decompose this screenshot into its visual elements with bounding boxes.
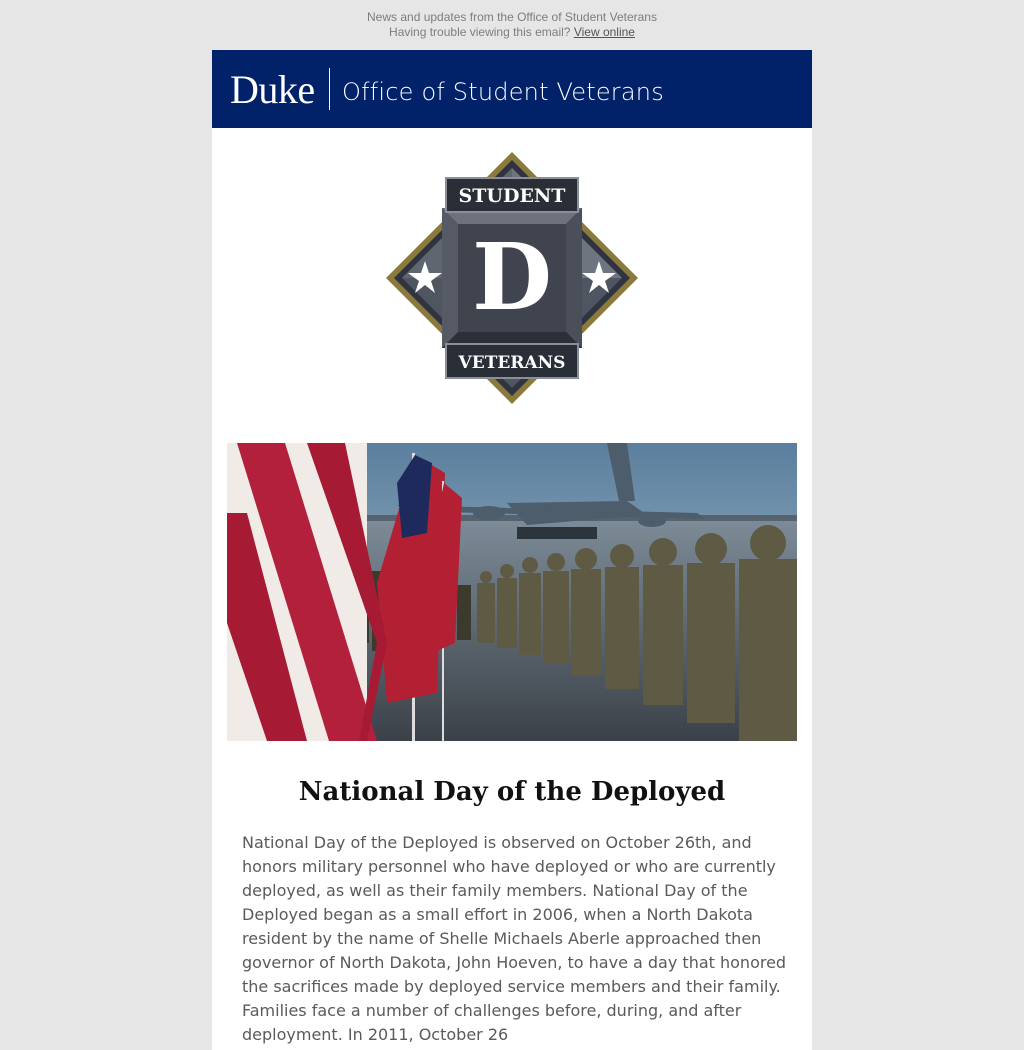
article-title: National Day of the Deployed	[298, 777, 726, 807]
article-body: National Day of the Deployed is observed on October 26th, and honors military personnel who have deployed or who are currently deployed, as well as their family members. National Day of the Deployed began as a small effort in 2006, when a North Dakota resident by the name of Shelle Michaels Aberle approached then governor of North Dakota, John Hoeven, to have a day that honored the sacrifices made by deployed service members and their family. Families face a number of challenges before, during, and after deployment. In 2011, October 26	[242, 833, 787, 1044]
emblem-top-text: STUDENT	[458, 185, 566, 207]
duke-logo-wordmark[interactable]: Duke	[230, 67, 315, 112]
email-body	[212, 50, 812, 1050]
preheader-trouble-text: Having trouble viewing this email?	[389, 25, 571, 39]
troops-boarding-aircraft-photo-icon	[227, 443, 797, 741]
header-divider	[329, 68, 330, 110]
department-name: Office of Student Veterans	[342, 78, 664, 106]
preheader-tagline: News and updates from the Office of Student Veterans	[367, 10, 657, 24]
email-header	[212, 50, 812, 128]
emblem-center-letter: D	[472, 223, 552, 331]
email-preheader	[212, 10, 812, 40]
emblem-bottom-text: VETERANS	[458, 353, 566, 373]
preheader-trouble-line	[212, 25, 812, 40]
student-veterans-emblem-icon	[380, 146, 644, 410]
view-online-link[interactable]: View online	[573, 25, 635, 39]
